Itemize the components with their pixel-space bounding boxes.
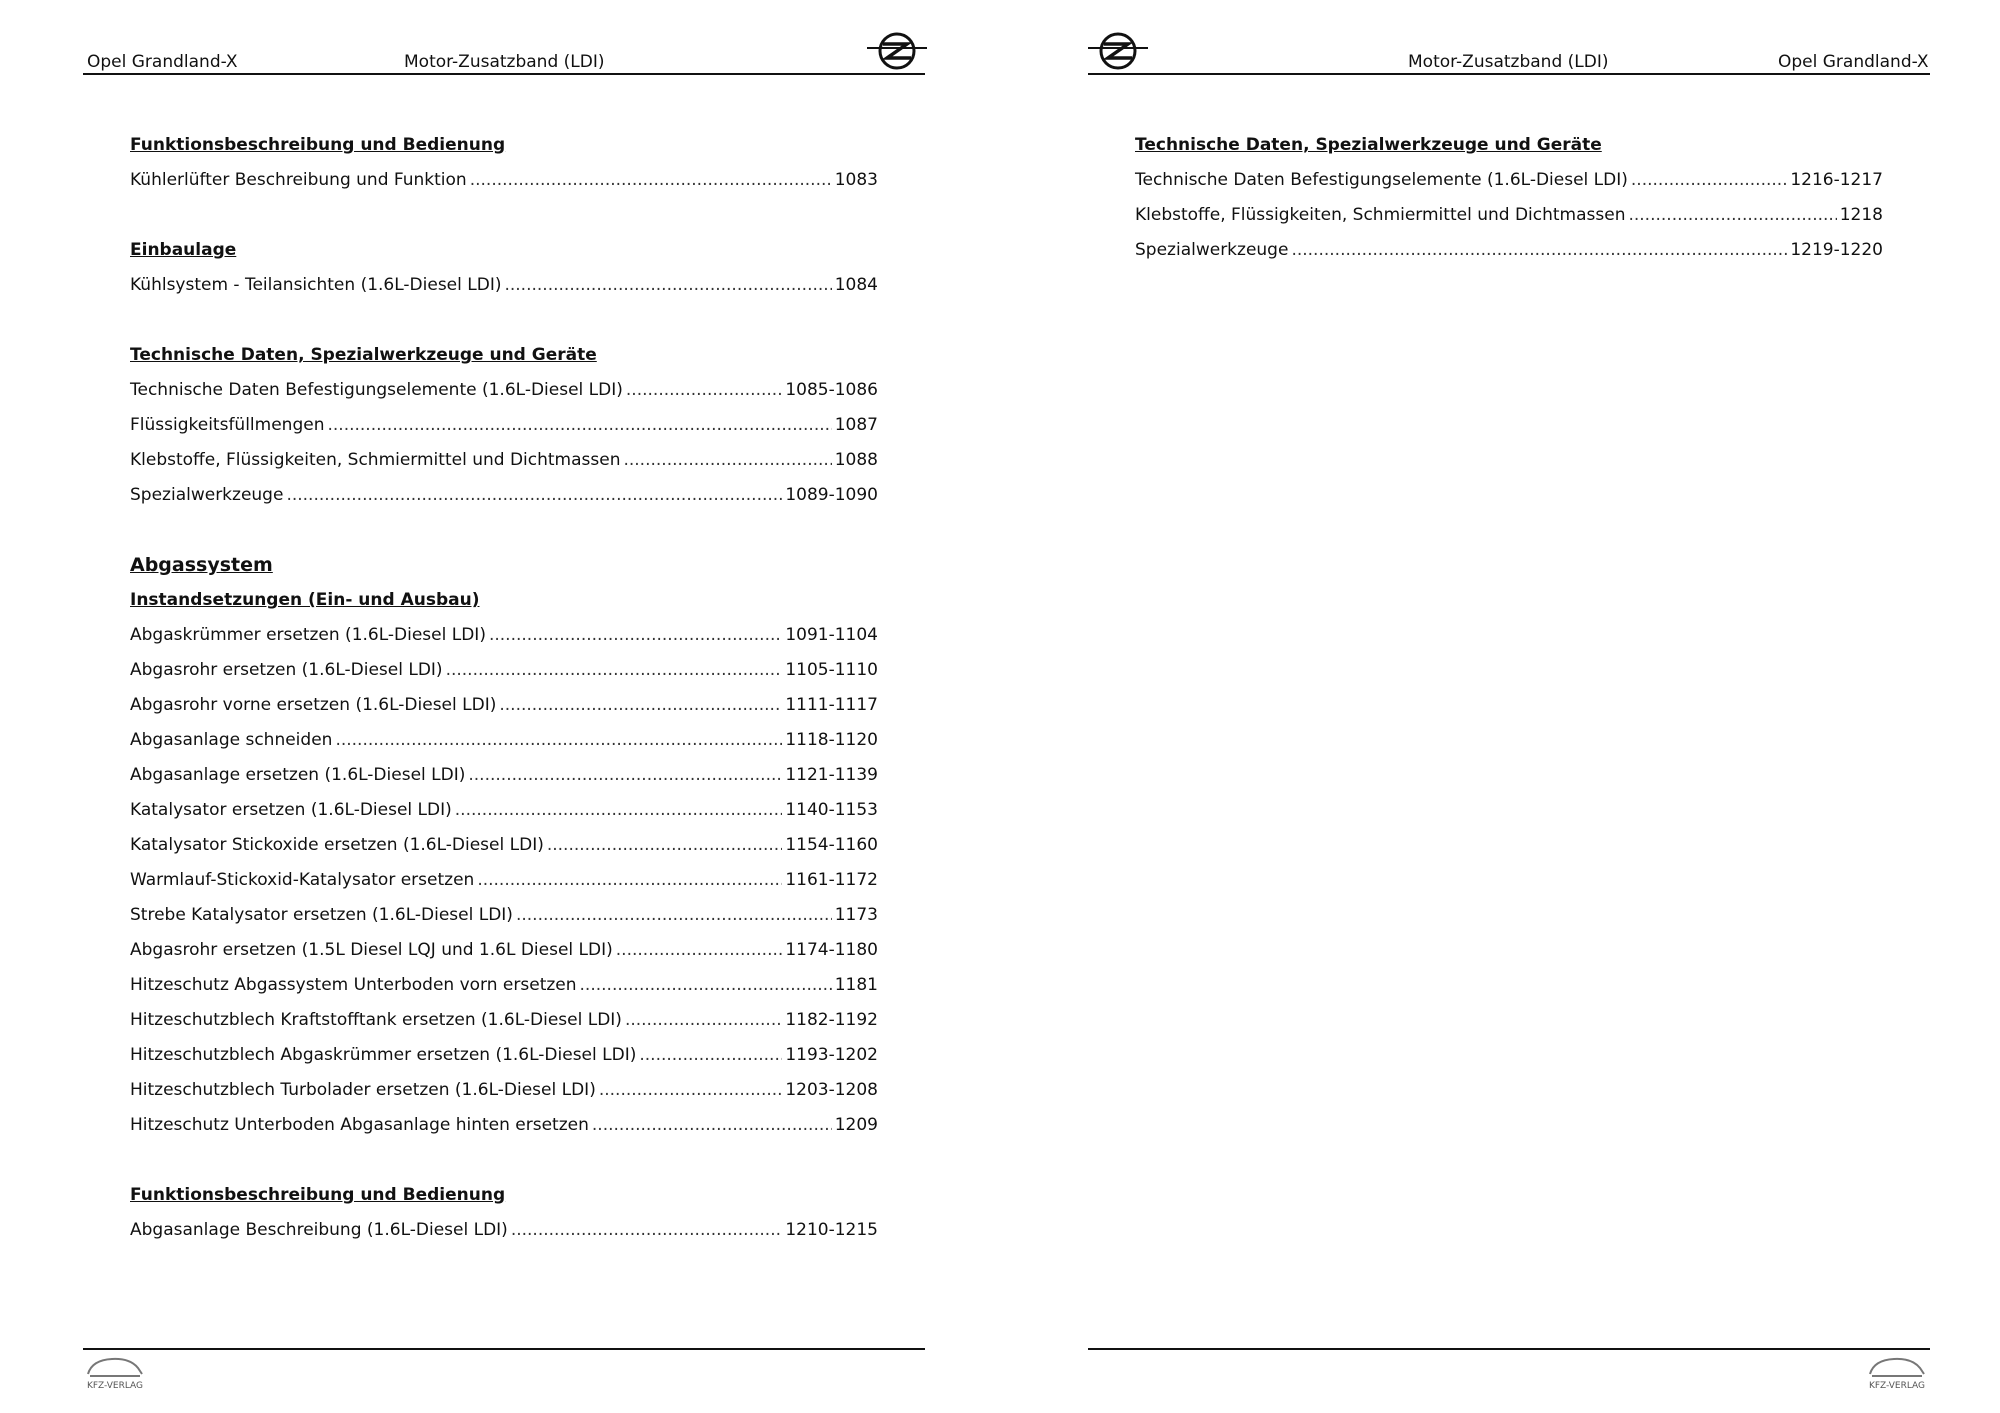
toc-entry[interactable]: Technische Daten Befestigungselemente (1.6L-Diesel LDI) ..... 1216-1217 — [1135, 163, 1883, 198]
toc-entry[interactable]: Katalysator Stickoxide ersetzen (1.6L-Diesel LDI) ..... 1154-1160 — [130, 828, 878, 863]
toc-entry[interactable]: Klebstoffe, Flüssigkeiten, Schmiermittel und Dichtmassen ..... 1088 — [130, 443, 878, 478]
toc-entry[interactable]: Abgasanlage schneiden ..... 1118-1120 — [130, 723, 878, 758]
section-abgassystem: Abgassystem — [130, 554, 273, 576]
toc-entry[interactable]: Abgasanlage ersetzen (1.6L-Diesel LDI) ..... 1121-1139 — [130, 758, 878, 793]
toc-entry[interactable]: Kühlerlüfter Beschreibung und Funktion ..... 1083 — [130, 163, 878, 198]
toc-right — [1135, 128, 1883, 268]
footer-rule — [1088, 1348, 1930, 1350]
heading-instandsetzungen: Instandsetzungen (Ein- und Ausbau) — [130, 590, 480, 610]
opel-logo-icon — [1088, 31, 1148, 71]
toc-entry[interactable]: Flüssigkeitsfüllmengen ..... 1087 — [130, 408, 878, 443]
toc-entry[interactable]: Strebe Katalysator ersetzen (1.6L-Diesel LDI) ..... 1173 — [130, 898, 878, 933]
toc-entry[interactable]: Katalysator ersetzen (1.6L-Diesel LDI) ..... 1140-1153 — [130, 793, 878, 828]
toc-entry[interactable]: Klebstoffe, Flüssigkeiten, Schmiermittel und Dichtmassen ..... 1218 — [1135, 198, 1883, 233]
toc-entry[interactable]: Spezialwerkzeuge ..... 1089-1090 — [130, 478, 878, 513]
toc-entry[interactable]: Abgasrohr ersetzen (1.5L Diesel LQJ und 1.6L Diesel LDI) ..... 1174-1180 — [130, 933, 878, 968]
toc-entry[interactable]: Spezialwerkzeuge ..... 1219-1220 — [1135, 233, 1883, 268]
footer-rule — [83, 1348, 925, 1350]
heading-funktionsbeschreibung: Funktionsbeschreibung und Bedienung — [130, 1185, 506, 1205]
toc-entry[interactable]: Abgasrohr ersetzen (1.6L-Diesel LDI) ..... 1105-1110 — [130, 653, 878, 688]
toc-entry[interactable]: Abgasanlage Beschreibung (1.6L-Diesel LDI) ..... 1210-1215 — [130, 1213, 878, 1248]
heading-einbaulage: Einbaulage — [130, 240, 237, 260]
kfz-verlag-logo — [1864, 1352, 1930, 1392]
right-page — [1000, 0, 2000, 1413]
toc-entry[interactable]: Abgasrohr vorne ersetzen (1.6L-Diesel LDI) ..... 1111-1117 — [130, 688, 878, 723]
kfz-verlag-logo — [82, 1352, 148, 1392]
header-brand: Opel Grandland-X — [1778, 52, 1929, 72]
header-rule — [1088, 73, 1930, 75]
header-brand: Opel Grandland-X — [87, 52, 238, 72]
header-rule — [83, 73, 925, 75]
heading-funktionsbeschreibung: Funktionsbeschreibung und Bedienung — [130, 135, 506, 155]
toc-left — [130, 128, 878, 1248]
heading-technische-daten: Technische Daten, Spezialwerkzeuge und Geräte — [130, 345, 597, 365]
toc-entry[interactable]: Warmlauf-Stickoxid-Katalysator ersetzen ..... 1161-1172 — [130, 863, 878, 898]
toc-entry[interactable]: Kühlsystem - Teilansichten (1.6L-Diesel LDI) ..... 1084 — [130, 268, 878, 303]
header-title: Motor-Zusatzband (LDI) — [404, 52, 605, 72]
toc-entry[interactable]: Abgaskrümmer ersetzen (1.6L-Diesel LDI) ..... 1091-1104 — [130, 618, 878, 653]
toc-entry[interactable]: Hitzeschutzblech Kraftstofftank ersetzen (1.6L-Diesel LDI) ..... 1182-1192 — [130, 1003, 878, 1038]
svg-text:KFZ-VERLAG: KFZ-VERLAG — [86, 1381, 144, 1391]
toc-entry[interactable]: Hitzeschutzblech Abgaskrümmer ersetzen (1.6L-Diesel LDI) ..... 1193-1202 — [130, 1038, 878, 1073]
opel-logo-icon — [867, 31, 927, 71]
toc-entry[interactable]: Technische Daten Befestigungselemente (1.6L-Diesel LDI) ..... 1085-1086 — [130, 373, 878, 408]
header-title: Motor-Zusatzband (LDI) — [1408, 52, 1609, 72]
toc-entry[interactable]: Hitzeschutz Unterboden Abgasanlage hinten ersetzen ..... 1209 — [130, 1108, 878, 1143]
svg-text:KFZ-VERLAG: KFZ-VERLAG — [1868, 1381, 1926, 1391]
toc-entry[interactable]: Hitzeschutz Abgassystem Unterboden vorn ersetzen ..... 1181 — [130, 968, 878, 1003]
heading-technische-daten: Technische Daten, Spezialwerkzeuge und Geräte — [1135, 135, 1602, 155]
toc-entry[interactable]: Hitzeschutzblech Turbolader ersetzen (1.6L-Diesel LDI) ..... 1203-1208 — [130, 1073, 878, 1108]
